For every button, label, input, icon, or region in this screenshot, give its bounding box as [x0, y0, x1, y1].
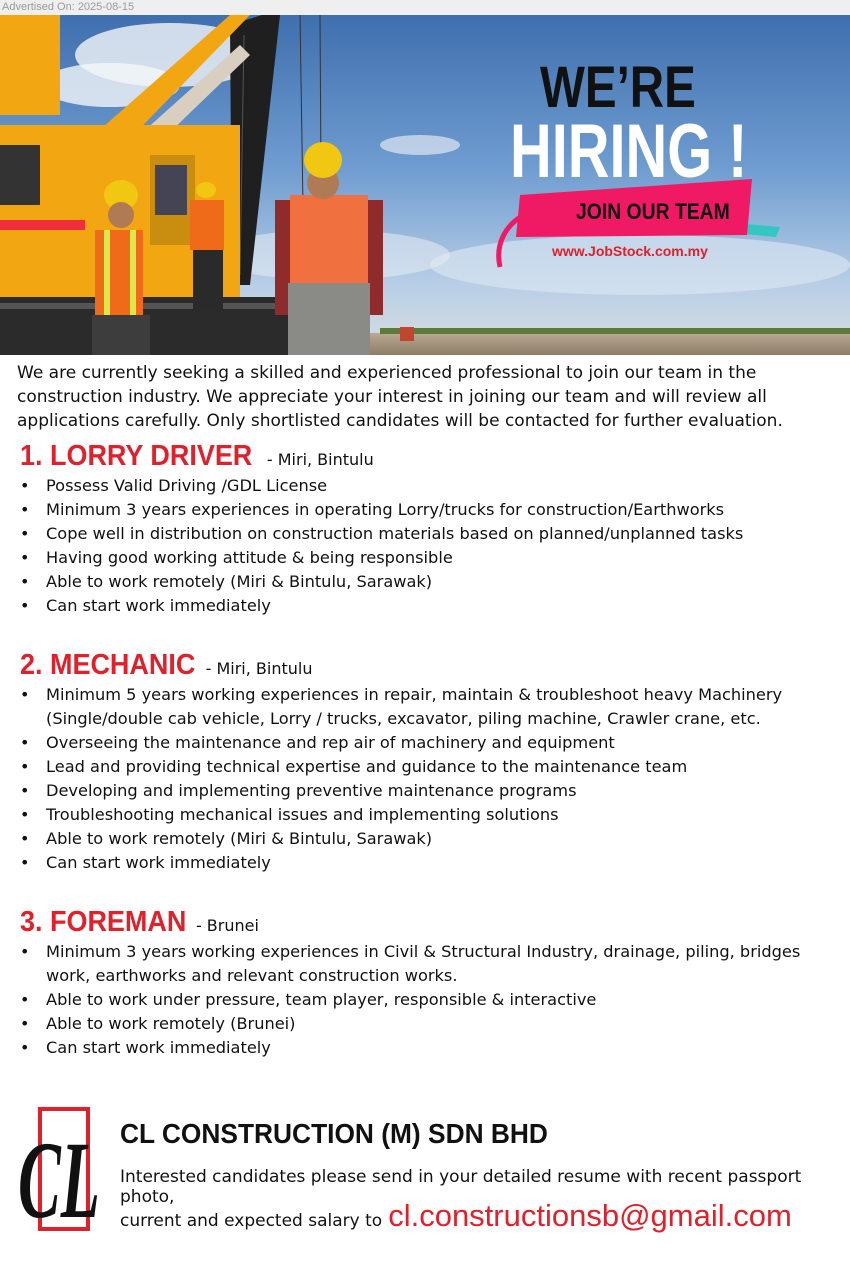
- list-item: • Troubleshooting mechanical issues and implementing solutions: [20, 803, 840, 827]
- list-item: • Developing and implementing preventive maintenance programs: [20, 779, 840, 803]
- job-heading: [20, 906, 840, 940]
- job-requirements: [20, 474, 840, 618]
- hero-illustration: [0, 15, 850, 355]
- intro-paragraph: We are currently seeking a skilled and experienced professional to join our team in the construction industry. We appreciate your interest in joining our team and will review all applications carefully. Only shortlisted candidates will be contacted for further evaluation.: [17, 363, 783, 431]
- hero-banner: [0, 15, 850, 355]
- banner-line2: HIRING !: [510, 109, 748, 194]
- list-item: • Can start work immediately: [20, 594, 840, 618]
- contact-email-link[interactable]: cl.constructionsb@gmail.com: [388, 1198, 792, 1233]
- list-item: • Able to work under pressure, team player, responsible & interactive: [20, 988, 840, 1012]
- contact-salary-line: [120, 1198, 792, 1234]
- list-item: • Overseeing the maintenance and rep air of machinery and equipment: [20, 731, 840, 755]
- list-item: • Can start work immediately: [20, 851, 840, 875]
- contact-instructions: Interested candidates please send in your detailed resume with recent passport photo,: [120, 1167, 802, 1207]
- job-requirements: [20, 683, 840, 875]
- list-item: • Minimum 3 years working experiences in Civil & Structural Industry, drainage, piling, bridges work, earthworks and relevant construction works.: [20, 940, 840, 988]
- list-item: • Able to work remotely (Miri & Bintulu, Sarawak): [20, 570, 840, 594]
- company-name: CL CONSTRUCTION (M) SDN BHD: [120, 1118, 548, 1149]
- list-item: • Minimum 5 years working experiences in repair, maintain & troubleshoot heavy Machinery (Single/double cab vehicle, Lorry / trucks, excavator, piling machine, Crawler crane, etc.: [20, 683, 840, 731]
- job-heading: [20, 440, 840, 474]
- job-location: - Miri, Bintulu: [205, 659, 313, 678]
- job-requirements: [20, 940, 840, 1060]
- list-item: • Possess Valid Driving /GDL License: [20, 474, 840, 498]
- banner-site: www.JobStock.com.my: [552, 243, 708, 259]
- advertised-date: Advertised On: 2025-08-15: [2, 1, 135, 13]
- list-item: • Having good working attitude & being responsible: [20, 546, 840, 570]
- company-logo: [16, 1105, 102, 1237]
- job-section-lorry-driver: [20, 440, 840, 618]
- job-title: 1. LORRY DRIVER: [20, 440, 253, 472]
- job-section-mechanic: [20, 649, 840, 875]
- list-item: • Lead and providing technical expertise and guidance to the maintenance team: [20, 755, 840, 779]
- job-title: 2. MECHANIC: [20, 649, 196, 681]
- job-location: - Miri, Bintulu: [266, 450, 374, 469]
- job-heading: [20, 649, 840, 683]
- list-item: • Able to work remotely (Miri & Bintulu, Sarawak): [20, 827, 840, 851]
- ribbon-text: JOIN OUR TEAM: [576, 199, 730, 225]
- advertised-bar: [0, 0, 850, 15]
- job-section-foreman: [20, 906, 840, 1060]
- list-item: • Cope well in distribution on construction materials based on planned/unplanned tasks: [20, 522, 840, 546]
- job-title: 3. FOREMAN: [20, 906, 187, 938]
- job-location: - Brunei: [195, 916, 259, 935]
- list-item: • Able to work remotely (Brunei): [20, 1012, 840, 1036]
- logo-monogram: CL: [18, 1119, 100, 1233]
- list-item: • Minimum 3 years experiences in operating Lorry/trucks for construction/Earthworks: [20, 498, 840, 522]
- list-item: • Can start work immediately: [20, 1036, 840, 1060]
- banner-line1: WE’RE: [540, 55, 696, 121]
- contact-salary-text: current and expected salary to: [120, 1211, 383, 1231]
